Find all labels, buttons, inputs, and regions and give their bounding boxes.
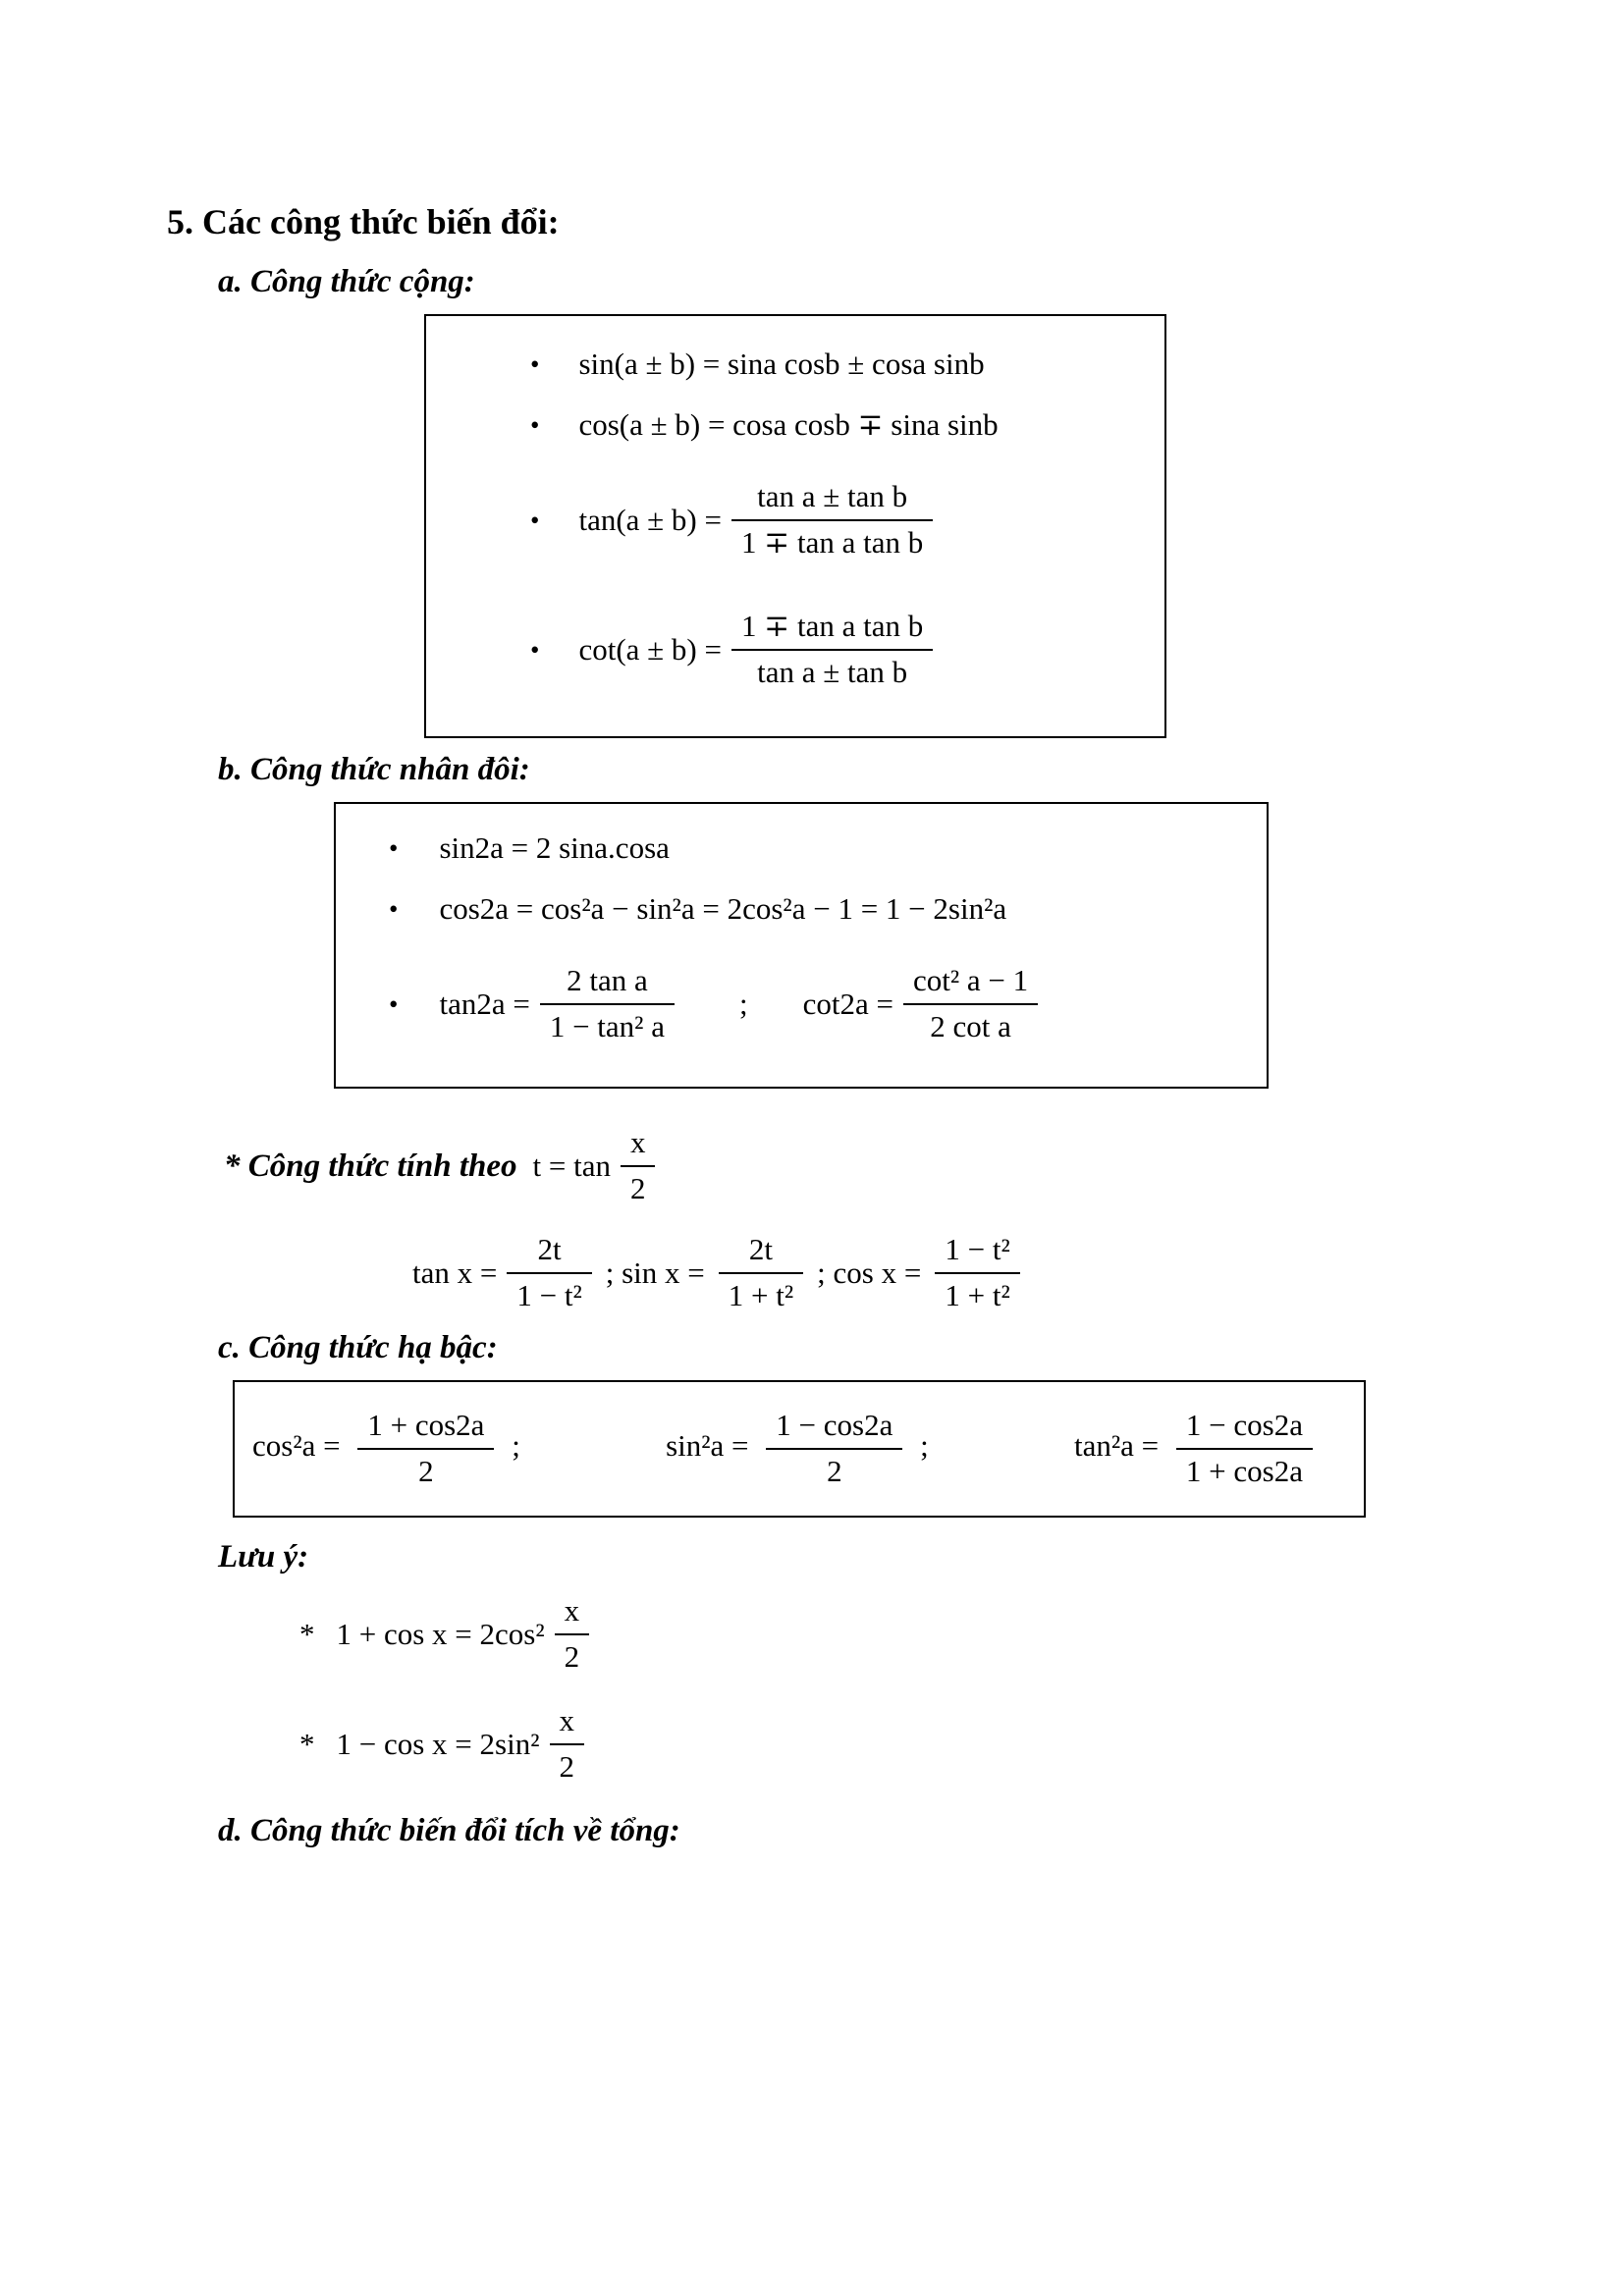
- fraction-numerator: 1 ∓ tan a tan b: [731, 607, 933, 651]
- bullet-icon: •: [530, 634, 540, 665]
- fraction-numerator: tan a ± tan b: [731, 477, 933, 521]
- formula-text: cos²a =: [252, 1427, 341, 1463]
- formula-text: tan2a =: [439, 987, 530, 1021]
- fraction-numerator: 2t: [507, 1230, 591, 1274]
- fraction: [731, 477, 933, 563]
- note-heading: Lưu ý:: [218, 1538, 309, 1575]
- fraction-numerator: x: [550, 1701, 585, 1745]
- section-a-heading: a. Công thức cộng:: [218, 264, 475, 299]
- fraction: [540, 961, 675, 1047]
- formula-box-addition: [424, 314, 1166, 738]
- formula-group: [252, 1406, 520, 1492]
- formula-text: tan x =: [412, 1255, 498, 1290]
- formula-line: [336, 939, 1261, 1069]
- fraction-denominator: 2: [564, 1638, 580, 1674]
- fraction: [903, 961, 1038, 1047]
- formula-line: [426, 455, 1159, 585]
- formula-text: cot(a ± b) =: [578, 632, 722, 667]
- fraction-denominator: 1 + cos2a: [1185, 1453, 1303, 1488]
- formula-text: sin2a = 2 sina.cosa: [439, 830, 670, 865]
- fraction-numerator: x: [621, 1123, 656, 1167]
- section-c-heading: c. Công thức hạ bậc:: [218, 1330, 498, 1365]
- fraction-denominator: 2 cot a: [930, 1009, 1011, 1043]
- fraction: [731, 607, 933, 693]
- fraction: [357, 1406, 494, 1492]
- separator: ;: [739, 987, 748, 1021]
- formula-line: [426, 395, 1159, 455]
- fraction-denominator: 1 − tan² a: [549, 1009, 665, 1043]
- fraction-denominator: 1 ∓ tan a tan b: [740, 525, 924, 560]
- fraction: [719, 1230, 803, 1316]
- fraction-numerator: 2t: [719, 1230, 803, 1274]
- fraction: [550, 1701, 585, 1788]
- fraction-numerator: 1 − cos2a: [766, 1406, 902, 1450]
- half-angle-heading-row: [224, 1114, 1535, 1218]
- bullet-icon: •: [389, 893, 399, 924]
- fraction: [507, 1230, 591, 1316]
- half-angle-formula-line: [412, 1222, 1535, 1324]
- formula-group: [1074, 1406, 1323, 1492]
- fraction-numerator: 1 + cos2a: [357, 1406, 494, 1450]
- formula-line: [426, 585, 1159, 715]
- half-angle-heading: * Công thức tính theo: [224, 1148, 517, 1184]
- formula-group: [666, 1406, 929, 1492]
- formula-line: [336, 879, 1261, 939]
- formula-text: sin(a ± b) = sina cosb ± cosa sinb: [578, 347, 985, 381]
- bullet-icon: •: [530, 348, 540, 379]
- formula-box-double-angle: [334, 802, 1269, 1089]
- formula-text: cos2a = cos²a − sin²a = 2cos²a − 1 = 1 − 2sin²a: [439, 891, 1007, 926]
- formula-line: [336, 818, 1261, 879]
- fraction-denominator: 2: [418, 1453, 434, 1488]
- fraction-numerator: 2 tan a: [540, 961, 675, 1005]
- page-title: 5. Các công thức biến đổi:: [167, 202, 560, 241]
- bullet-icon: •: [389, 832, 399, 863]
- formula-text: cot2a =: [802, 987, 893, 1021]
- fraction: [555, 1591, 590, 1678]
- fraction: [766, 1406, 902, 1492]
- fraction: [935, 1230, 1019, 1316]
- fraction-denominator: 1 − t²: [516, 1278, 582, 1312]
- fraction: [621, 1123, 656, 1209]
- formula-text: ; sin x =: [605, 1255, 705, 1290]
- fraction-numerator: cot² a − 1: [903, 961, 1038, 1005]
- formula-text: t = tan: [532, 1148, 611, 1183]
- formula-text: tan²a =: [1073, 1427, 1160, 1463]
- bullet-icon: •: [530, 505, 540, 535]
- fraction-denominator: 1 + t²: [945, 1278, 1010, 1312]
- fraction-denominator: tan a ± tan b: [757, 655, 908, 689]
- section-d-heading: d. Công thức biến đổi tích về tổng:: [218, 1812, 680, 1848]
- separator: ;: [512, 1427, 520, 1463]
- section-b-heading: b. Công thức nhân đôi:: [218, 752, 530, 787]
- fraction-numerator: 1 − t²: [935, 1230, 1019, 1274]
- formula-text: sin²a =: [666, 1427, 749, 1463]
- fraction-numerator: x: [555, 1591, 590, 1635]
- fraction-numerator: 1 − cos2a: [1176, 1406, 1313, 1450]
- separator: ;: [920, 1427, 929, 1463]
- asterisk: *: [299, 1726, 315, 1761]
- formula-text: ; cos x =: [817, 1255, 922, 1290]
- fraction-denominator: 2: [827, 1453, 842, 1488]
- formula-text: 1 + cos x = 2cos²: [336, 1616, 545, 1651]
- fraction-denominator: 1 + t²: [728, 1278, 794, 1312]
- formula-line: [426, 334, 1159, 395]
- note-formula-line: [299, 1689, 1535, 1799]
- fraction: [1176, 1406, 1313, 1492]
- bullet-icon: •: [389, 988, 399, 1019]
- bullet-icon: •: [530, 409, 540, 440]
- formula-text: cos(a ± b) = cosa cosb ∓ sina sinb: [578, 407, 999, 442]
- formula-text: tan(a ± b) =: [578, 503, 722, 537]
- formula-box-power-reduction: [233, 1380, 1366, 1518]
- formula-text: 1 − cos x = 2sin²: [336, 1726, 540, 1761]
- asterisk: *: [299, 1616, 315, 1651]
- fraction-denominator: 2: [629, 1171, 646, 1205]
- fraction-denominator: 2: [559, 1748, 575, 1784]
- note-formula-line: [299, 1579, 1535, 1689]
